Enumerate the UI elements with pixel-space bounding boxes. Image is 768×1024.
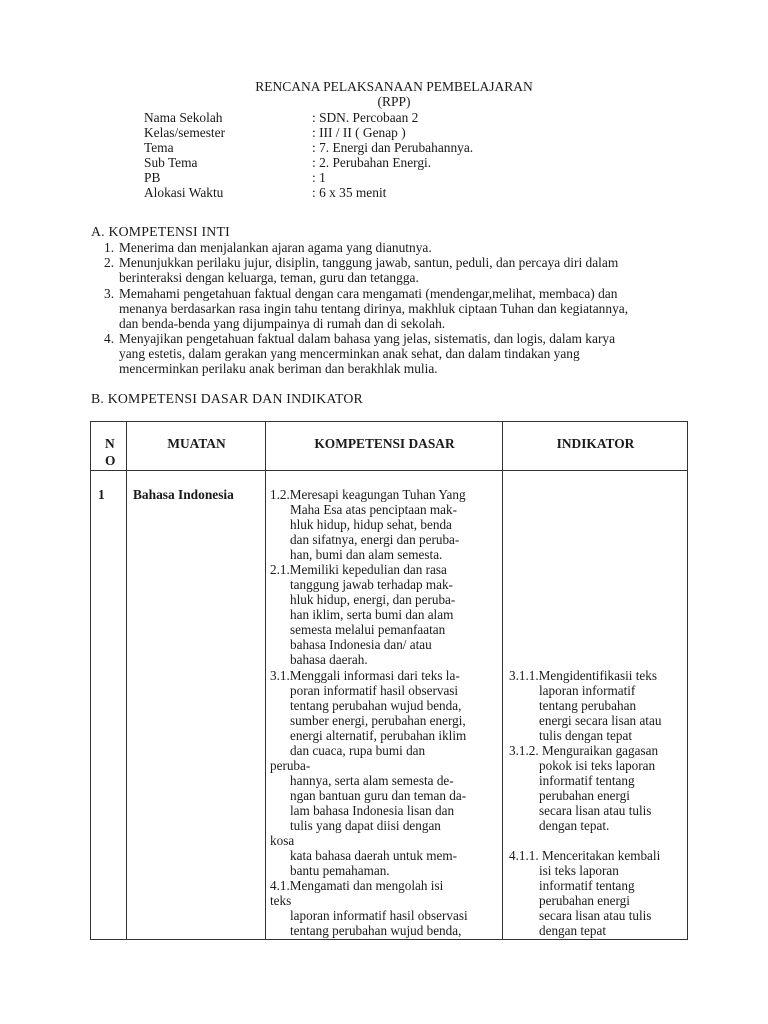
identity-label-school: Nama Sekolah: [144, 110, 223, 125]
kd-line: Maha Esa atas penciptaan mak-: [290, 502, 457, 517]
header-kompetensi-dasar: KOMPETENSI DASAR: [314, 436, 455, 451]
header-cell-kd: [266, 422, 503, 471]
table-row: [91, 471, 688, 940]
ki-text: mencerminkan perilaku anak beriman dan berakhlak mulia.: [119, 361, 438, 376]
indicator-line: secara lisan atau tulis: [539, 803, 652, 818]
document-subtitle: (RPP): [377, 94, 411, 109]
kd-line: kosa: [270, 833, 295, 848]
kd-line: 4.1.Mengamati dan mengolah isi: [270, 878, 444, 893]
ki-text: Menerima dan menjalankan ajaran agama yang dianutnya.: [119, 240, 432, 255]
kd-line: han iklim, serta bumi dan alam: [290, 607, 454, 622]
ki-text: menanya berdasarkan rasa ingin tahu tentang dirinya, makhluk ciptaan Tuhan dan kegiatannya,: [119, 301, 629, 316]
ki-text: Menyajikan pengetahuan faktual dalam bahasa yang jelas, sistematis, dan logis, dalam karya: [119, 331, 616, 346]
indicator-line: isi teks laporan: [539, 863, 619, 878]
section-b-heading: B. KOMPETENSI DASAR DAN INDIKATOR: [91, 391, 363, 406]
kd-line: laporan informatif hasil observasi: [290, 908, 468, 923]
ki-text: yang estetis, dalam gerakan yang mencerminkan anak sehat, dan dalam tindakan yang: [119, 346, 580, 361]
table-header-row: [91, 422, 688, 471]
row-cell-indikator: [503, 471, 688, 940]
kd-line: ngan bantuan guru dan teman da-: [290, 788, 467, 803]
kd-line: 1.2.Meresapi keagungan Tuhan Yang: [270, 487, 466, 502]
kd-line: peruba-: [270, 758, 311, 773]
row-cell-no: [91, 471, 127, 940]
kd-line: tentang perubahan wujud benda,: [290, 923, 462, 938]
kd-line: dan cuaca, rupa bumi dan: [290, 743, 426, 758]
section-a-heading: A. KOMPETENSI INTI: [91, 224, 230, 239]
indicator-line: laporan informatif: [539, 683, 636, 698]
row-cell-kd: [266, 471, 503, 940]
kd-line: kata bahasa daerah untuk mem-: [290, 848, 457, 863]
ki-text: berinteraksi dengan keluarga, teman, guru dan tetangga.: [119, 270, 419, 285]
kd-line: bahasa Indonesia dan/ atau: [290, 637, 432, 652]
kd-line: bantu pemahaman.: [290, 863, 390, 878]
header-no-line1: N: [105, 436, 115, 451]
indicator-line: perubahan energi: [539, 893, 630, 908]
indicator-line: tulis dengan tepat: [539, 728, 633, 743]
kd-line: tanggung jawab terhadap mak-: [290, 577, 453, 592]
kd-line: teks: [270, 893, 292, 908]
identity-label-time: Alokasi Waktu: [144, 185, 224, 200]
kd-line: semesta melalui pemanfaatan: [290, 622, 446, 637]
kd-line: bahasa daerah.: [290, 652, 368, 667]
ki-text: dan benda-benda yang dijumpainya di rumah dan di sekolah.: [119, 316, 446, 331]
document-title: RENCANA PELAKSANAAN PEMBELAJARAN: [255, 79, 533, 94]
indicator-line: dengan tepat.: [539, 818, 610, 833]
kd-line: poran informatif hasil observasi: [290, 683, 459, 698]
kd-line: hannya, serta alam semesta de-: [290, 773, 454, 788]
header-no-line2: O: [105, 453, 116, 468]
indicator-line: informatif tentang: [539, 773, 635, 788]
row-number: 1: [98, 487, 105, 502]
header-indikator: INDIKATOR: [556, 436, 635, 451]
kd-line: dan sifatnya, energi dan peruba-: [290, 532, 460, 547]
kd-line: tentang perubahan wujud benda,: [290, 698, 462, 713]
ki-text: Menunjukkan perilaku jujur, disiplin, tanggung jawab, santun, peduli, dan percaya diri dalam: [119, 255, 619, 270]
indicator-line: 4.1.1. Menceritakan kembali: [509, 848, 661, 863]
indicator-line: energi secara lisan atau: [539, 713, 662, 728]
ki-number: 3.: [104, 286, 115, 301]
kd-line: 3.1.Menggali informasi dari teks la-: [270, 668, 460, 683]
header-muatan: MUATAN: [167, 436, 226, 451]
identity-label-theme: Tema: [144, 140, 174, 155]
indicator-line: 3.1.2. Menguraikan gagasan: [509, 743, 659, 758]
identity-label-subtheme: Sub Tema: [144, 155, 198, 170]
row-cell-muatan: [127, 471, 266, 940]
header-cell-no: [91, 422, 127, 471]
kd-indicator-table: [90, 421, 688, 940]
ki-number: 1.: [104, 240, 115, 255]
kd-line: tulis yang dapat diisi dengan: [290, 818, 441, 833]
kd-line: hluk hidup, hidup sehat, benda: [290, 517, 452, 532]
kd-line: lam bahasa Indonesia lisan dan: [290, 803, 455, 818]
identity-label-pb: PB: [144, 170, 161, 185]
row-subject: Bahasa Indonesia: [133, 487, 234, 502]
identity-value-pb: : 1: [312, 170, 326, 185]
kd-line: 2.1.Memiliki kepedulian dan rasa: [270, 562, 447, 577]
indicator-line: dengan tepat: [539, 923, 607, 938]
ki-number: 4.: [104, 331, 115, 346]
kd-line: sumber energi, perubahan energi,: [290, 713, 466, 728]
kd-line: hluk hidup, energi, dan peruba-: [290, 592, 456, 607]
indicator-line: perubahan energi: [539, 788, 630, 803]
header-cell-muatan: [127, 422, 266, 471]
kd-line: energi alternatif, perubahan iklim: [290, 728, 467, 743]
identity-value-subtheme: : 2. Perubahan Energi.: [312, 155, 432, 170]
identity-value-school: : SDN. Percobaan 2: [312, 110, 419, 125]
identity-label-class: Kelas/semester: [144, 125, 226, 140]
indicator-line: secara lisan atau tulis: [539, 908, 652, 923]
identity-value-theme: : 7. Energi dan Perubahannya.: [312, 140, 474, 155]
identity-value-time: : 6 x 35 menit: [312, 185, 387, 200]
identity-value-class: : III / II ( Genap ): [312, 125, 406, 140]
indicator-line: tentang perubahan: [539, 698, 637, 713]
indicator-line: pokok isi teks laporan: [539, 758, 656, 773]
ki-text: Memahami pengetahuan faktual dengan cara mengamati (mendengar,melihat, membaca) dan: [119, 286, 618, 301]
indicator-line: 3.1.1.Mengidentifikasii teks: [509, 668, 657, 683]
indicator-line: informatif tentang: [539, 878, 635, 893]
ki-number: 2.: [104, 255, 115, 270]
header-cell-indikator: [503, 422, 688, 471]
kd-line: han, bumi dan alam semesta.: [290, 547, 443, 562]
